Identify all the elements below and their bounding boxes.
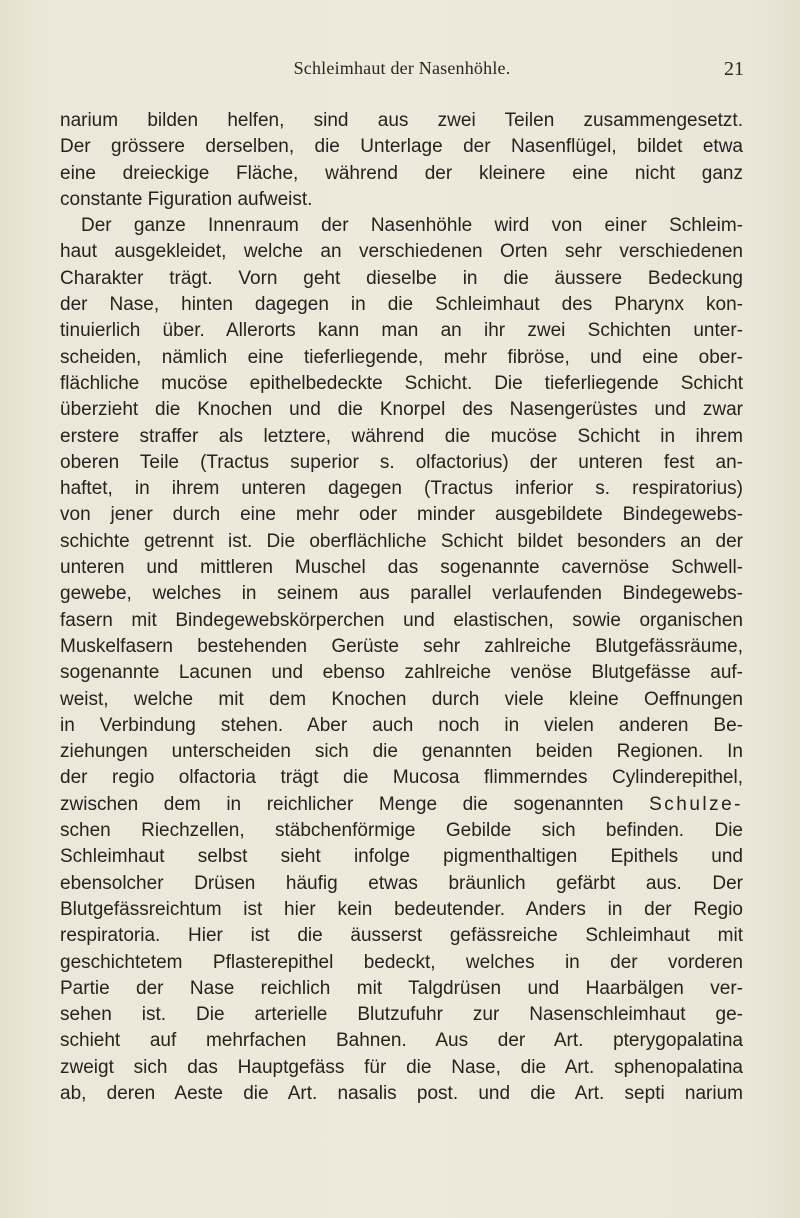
text-line: ebensolcher Drüsen häufig etwas bräunlich gefärbt aus. Der: [60, 872, 743, 894]
text-line: Partie der Nase reichlich mit Talgdrüsen und Haarbälgen ver-: [60, 977, 743, 999]
text-line: schen Riechzellen, stäbchenförmige Gebilde sich befinden. Die: [60, 820, 743, 842]
text-line-part: zwischen dem in reichlicher Menge die sogenannten: [60, 793, 624, 815]
text-line: [60, 792, 743, 818]
text-line: scheiden, nämlich eine tieferliegende, mehr fibröse, und eine ober-: [60, 346, 743, 368]
text-line: Schleimhaut selbst sieht infolge pigmenthaltigen Epithels und: [60, 846, 743, 868]
text-line: Muskelfasern bestehenden Gerüste sehr zahlreiche Blutgefässräume,: [60, 635, 743, 657]
text-line: weist, welche mit dem Knochen durch viele kleine Oeffnungen: [60, 688, 743, 710]
page-number: 21: [724, 58, 744, 80]
text-line: eine dreieckige Fläche, während der kleinere eine nicht ganz: [60, 162, 743, 184]
text-line: fasern mit Bindegewebskörperchen und elastischen, sowie organischen: [60, 609, 743, 631]
text-line: schieht auf mehrfachen Bahnen. Aus der Art. pterygopalatina: [60, 1030, 743, 1052]
text-line: Charakter trägt. Vorn geht dieselbe in die äussere Bedeckung: [60, 267, 743, 289]
text-line: schichte getrennt ist. Die oberflächliche Schicht bildet besonders an der: [60, 530, 743, 552]
text-line: haftet, in ihrem unteren dagegen (Tractus inferior s. respiratorius): [60, 478, 743, 500]
text-line: Der grössere derselben, die Unterlage der Nasenflügel, bildet etwa: [60, 136, 743, 158]
body-text: [60, 108, 743, 1107]
text-line: von jener durch eine mehr oder minder ausgebildete Bindegewebs-: [60, 504, 743, 526]
text-line: gewebe, welches in seinem aus parallel verlaufenden Bindegewebs-: [60, 583, 743, 605]
text-line: narium bilden helfen, sind aus zwei Teilen zusammengesetzt.: [60, 110, 743, 131]
text-line: überzieht die Knochen und die Knorpel des Nasengerüstes und zwar: [60, 399, 743, 421]
text-line: Der ganze Innenraum der Nasenhöhle wird von einer Schleim-: [81, 215, 743, 237]
text-line: oberen Teile (Tractus superior s. olfactorius) der unteren fest an-: [60, 451, 743, 473]
text-line: der regio olfactoria trägt die Mucosa flimmerndes Cylinderepithel,: [60, 767, 743, 789]
author-name-spaced: Schulze-: [649, 793, 743, 815]
text-line: constante Figuration aufweist.: [60, 188, 313, 210]
text-line: zweigt sich das Hauptgefäss für die Nase, die Art. sphenopalatina: [60, 1056, 743, 1078]
running-title: Schleimhaut der Nasenhöhle.: [293, 58, 511, 78]
text-line: sehen ist. Die arterielle Blutzufuhr zur Nasenschleimhaut ge-: [60, 1004, 743, 1026]
text-line: in Verbindung stehen. Aber auch noch in vielen anderen Be-: [60, 714, 743, 736]
text-line: tinuierlich über. Allerorts kann man an ihr zwei Schichten unter-: [60, 320, 743, 342]
text-line: flächliche mucöse epithelbedeckte Schicht. Die tieferliegende Schicht: [60, 372, 743, 394]
text-line: Blutgefässreichtum ist hier kein bedeutender. Anders in der Regio: [60, 898, 743, 920]
page-header: [60, 58, 744, 88]
text-line: der Nase, hinten dagegen in die Schleimhaut des Pharynx kon-: [60, 294, 743, 316]
text-line: ziehungen unterscheiden sich die genannten beiden Regionen. In: [60, 741, 743, 763]
text-line: ab, deren Aeste die Art. nasalis post. und die Art. septi narium: [60, 1082, 743, 1104]
text-line: respiratoria. Hier ist die äusserst gefässreiche Schleimhaut mit: [60, 925, 743, 947]
text-line: unteren und mittleren Muschel das sogenannte cavernöse Schwell-: [60, 557, 743, 579]
text-line: erstere straffer als letztere, während die mucöse Schicht in ihrem: [60, 425, 743, 447]
text-line: haut ausgekleidet, welche an verschiedenen Orten sehr verschiedenen: [60, 241, 743, 263]
text-line: sogenannte Lacunen und ebenso zahlreiche venöse Blutgefässe auf-: [60, 662, 743, 684]
text-line: geschichtetem Pflasterepithel bedeckt, welches in der vorderen: [60, 951, 743, 973]
